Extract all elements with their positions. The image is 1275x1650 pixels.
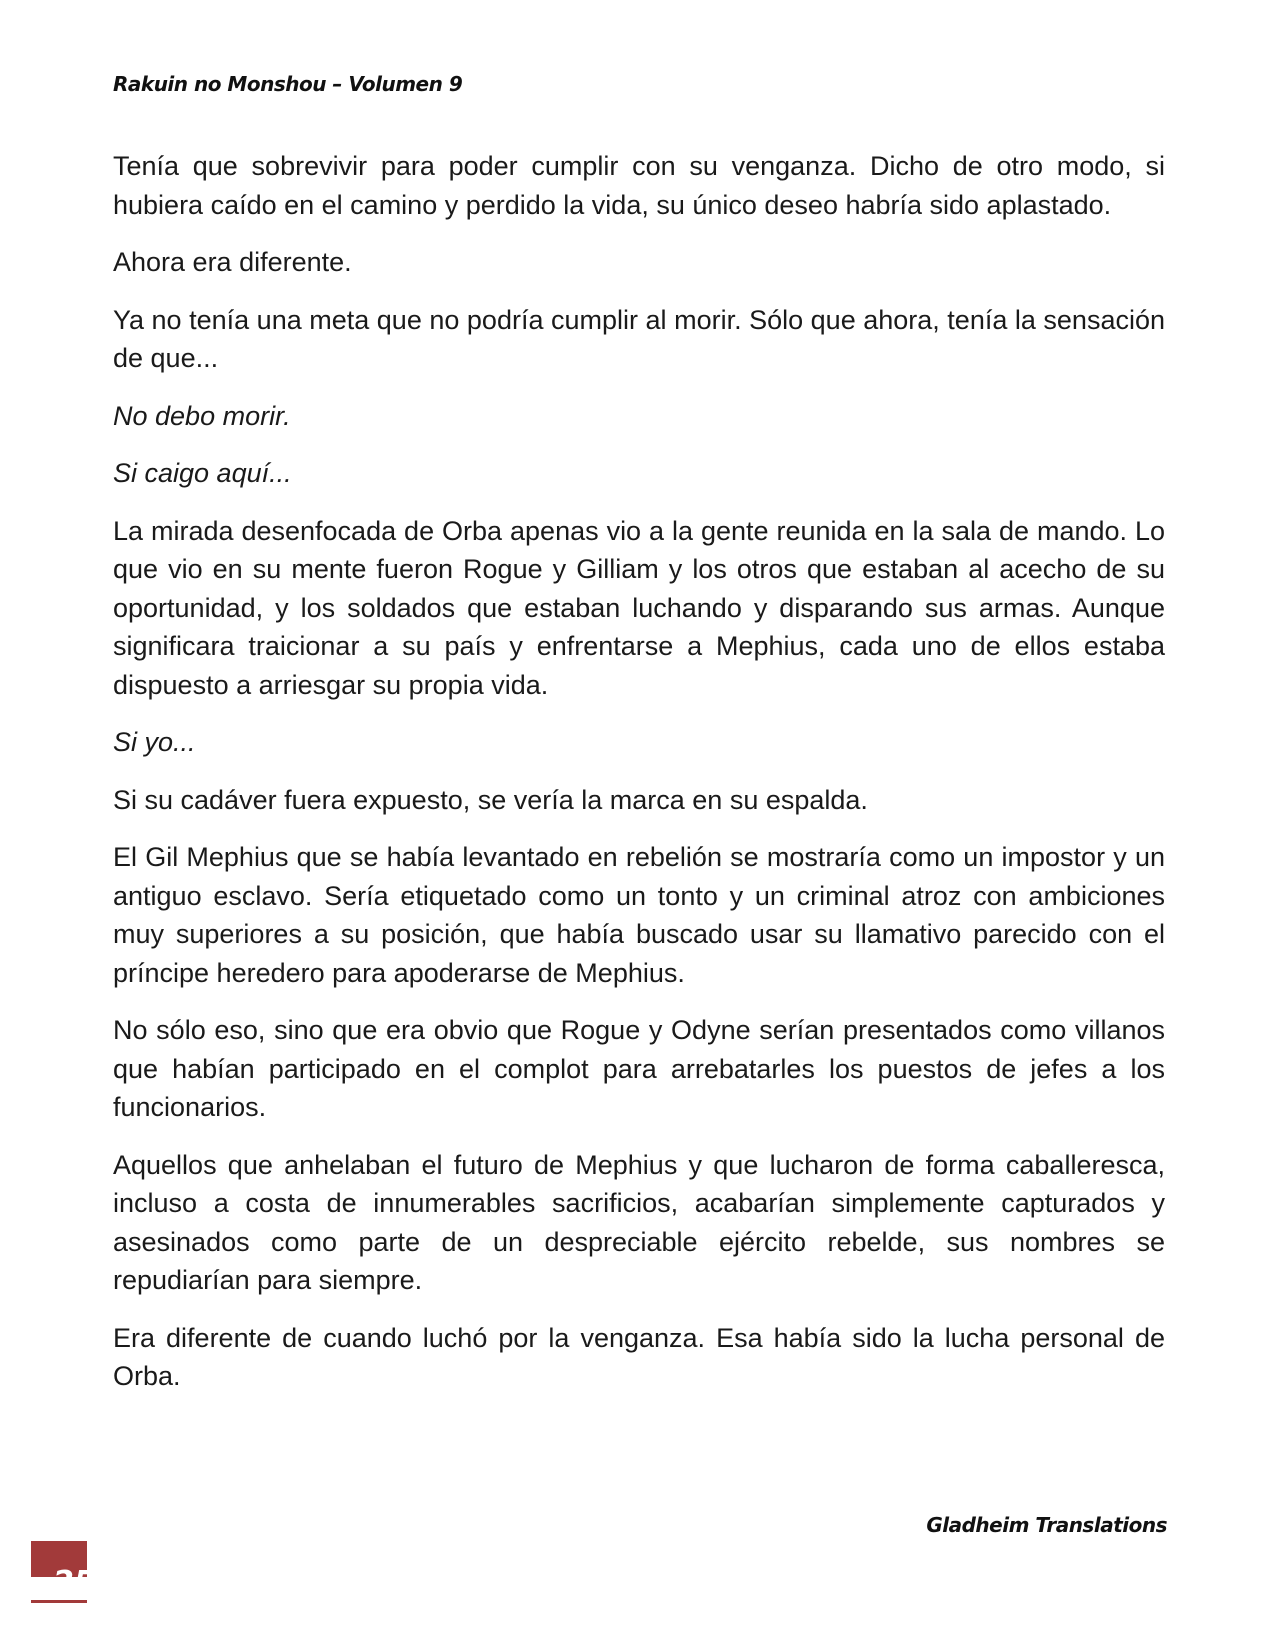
paragraph: Tenía que sobrevivir para poder cumplir con su venganza. Dicho de otro modo, si hubiera caído en el camino y perdido la vida, su único deseo habría sido aplastado. [113,151,1165,220]
translator-credit: Gladheim Translations [926,1513,1167,1537]
paragraph: No debo morir. [113,400,291,431]
page-number: 25 [53,1565,95,1600]
paragraph: El Gil Mephius que se había levantado en rebelión se mostraría como un impostor y un antiguo esclavo. Sería etiquetado como un tonto y un criminal atroz con ambiciones muy superiores a su posición, que había buscado usar su llamativo parecido con el príncipe heredero para apoderarse de Mephius. [113,842,1165,988]
paragraph: Era diferente de cuando luchó por la venganza. Esa había sido la lucha personal de Orba. [113,1322,1165,1391]
paragraph: Ya no tenía una meta que no podría cumplir al morir. Sólo que ahora, tenía la sensación de que... [113,304,1165,373]
paragraph: Ahora era diferente. [113,247,352,277]
paragraph: Si caigo aquí... [113,458,292,488]
running-header: Rakuin no Monshou – Volumen 9 [113,72,463,96]
page-number-underline [31,1600,87,1603]
paragraph: Si yo... [113,727,196,757]
paragraph: Aquellos que anhelaban el futuro de Mephius y que lucharon de forma caballeresca, incluso a costa de innumerables sacrificios, acabarían simplemente capturados y asesinados como parte de un despreciable ejército rebelde, sus nombres se repudiarían para siempre. [113,1149,1165,1295]
paragraph: No sólo eso, sino que era obvio que Rogue y Odyne serían presentados como villanos que habían participado en el complot para arrebatarles los puestos de jefes a los funcionarios. [113,1015,1165,1122]
paragraph: La mirada desenfocada de Orba apenas vio a la gente reunida en la sala de mando. Lo que vio en su mente fueron Rogue y Gilliam y los otros que estaban al acecho de su oportunidad, y los soldados que estaban luchando y disparando sus armas. Aunque significara traicionar a su país y enfrentarse a Mephius, cada uno de ellos estaba dispuesto a arriesgar su propia vida. [113,515,1165,700]
page-number-badge [31,1541,95,1605]
paragraph: Si su cadáver fuera expuesto, se vería la marca en su espalda. [113,784,868,815]
chapter-text [113,147,1165,1415]
